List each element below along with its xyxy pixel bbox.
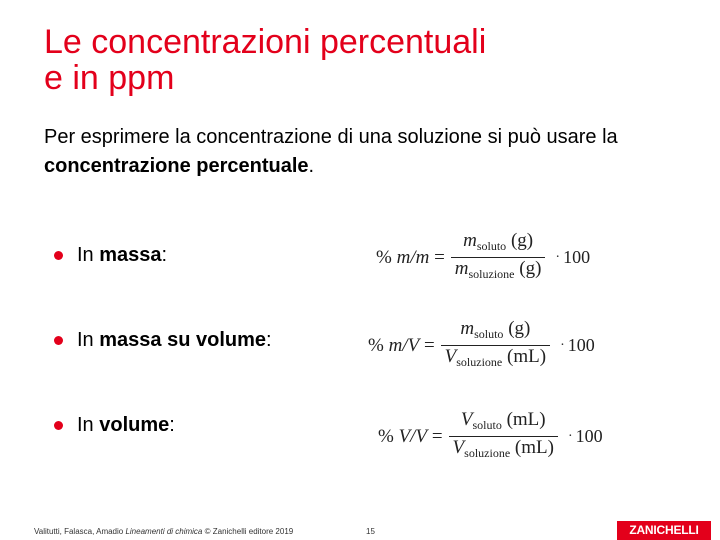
formula-numerator: $m_{soluto}$ (g)	[460, 318, 531, 341]
intro-bold-term: concentrazione percentuale	[44, 155, 309, 177]
bullet-dot-icon	[54, 336, 63, 345]
intro-end: .	[308, 155, 315, 177]
formula-denominator: $V_{soluzione}$ (mL)	[452, 437, 554, 461]
formula-factor: 100	[575, 426, 603, 447]
footer-credit: Valitutti, Falasca, Amadio Lineamenti di chimica © Zanichelli editore 2019	[34, 527, 294, 536]
formula-mass-volume	[368, 318, 595, 373]
bullet-dot-icon	[54, 421, 63, 430]
formula-denominator: $V_{soluzione}$ (mL)	[444, 346, 547, 370]
slide-footer	[0, 520, 720, 540]
publisher-logo: ZANICHELLI	[617, 521, 711, 540]
formula-volume	[378, 409, 603, 464]
slide-title-line-1: Le concentrazioni percentuali	[44, 23, 487, 61]
bullet-bold: massa	[99, 244, 162, 266]
formula-numerator: $m_{soluto}$ (g)	[463, 230, 534, 253]
bullet-volume	[54, 413, 175, 437]
bullet-suffix: :	[161, 244, 168, 266]
bullet-mass	[54, 243, 167, 267]
formula-denominator: $m_{soluzione}$ (g)	[454, 258, 542, 282]
formula-factor: 100	[563, 247, 591, 268]
slide-title-line-2: e in ppm	[44, 59, 175, 97]
intro-text: Per esprimere la concentrazione di una soluzione si può usare la	[44, 126, 618, 148]
bullet-prefix: In	[77, 414, 94, 436]
formula-numerator: $V_{soluto}$ (mL)	[460, 409, 546, 432]
multiply-sign: ·	[555, 249, 561, 265]
intro-paragraph	[44, 123, 684, 181]
bullet-dot-icon	[54, 251, 63, 260]
bullet-prefix: In	[77, 244, 94, 266]
bullet-mass-volume	[54, 328, 272, 352]
formula-factor: 100	[567, 335, 595, 356]
multiply-sign: ·	[560, 337, 565, 353]
bullet-suffix: :	[266, 329, 272, 351]
slide-title	[44, 24, 684, 96]
bullet-bold: volume	[99, 414, 170, 436]
formula-lhs: % m/m =	[376, 246, 445, 268]
multiply-sign: ·	[567, 428, 573, 444]
formula-lhs: % m/V =	[368, 334, 435, 356]
formula-fraction	[449, 409, 558, 464]
formula-lhs: % V/V =	[378, 425, 443, 447]
bullet-prefix: In	[77, 329, 94, 351]
bullet-suffix: :	[169, 414, 175, 436]
formula-fraction	[451, 230, 546, 285]
page-number: 15	[366, 527, 375, 536]
bullet-bold: massa su volume	[99, 329, 266, 351]
formula-mass	[376, 230, 590, 285]
formula-fraction	[441, 318, 550, 373]
